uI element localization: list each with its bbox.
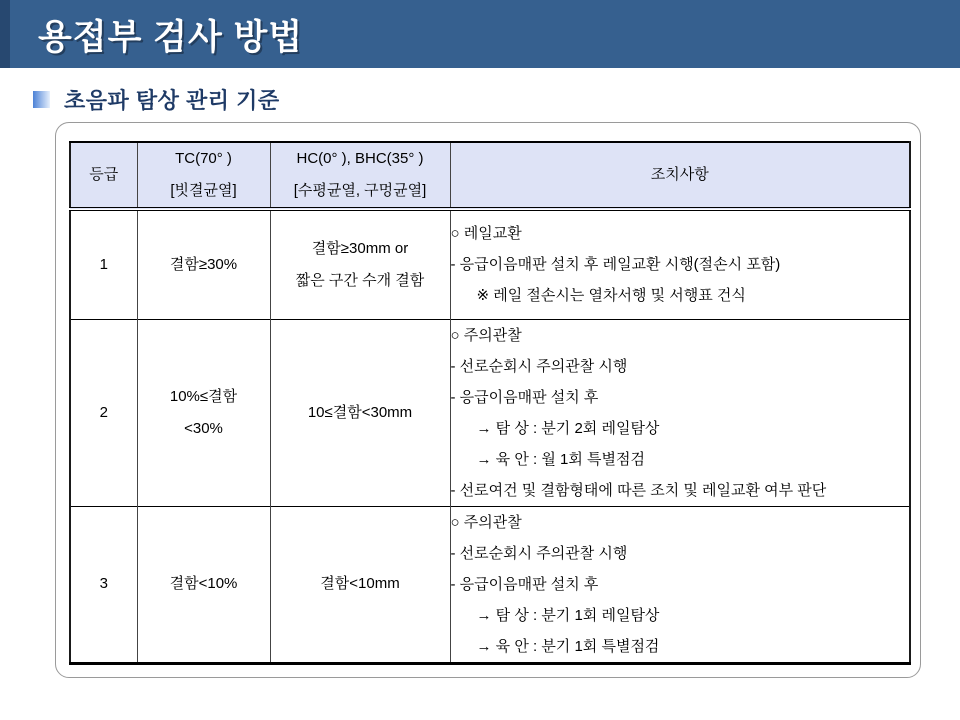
action-line: → 육 안 : 분기 1회 특별점검 (476, 637, 660, 655)
actions-cell (450, 209, 910, 319)
action-line: - 응급이음매판 설치 후 (450, 388, 599, 406)
grade-cell: 2 (99, 403, 108, 421)
action-line: - 선로순회시 주의관찰 시행 (450, 357, 628, 375)
actions-cell (450, 319, 910, 506)
col-header-hc (270, 142, 450, 209)
col-header-hc-line2: [수평균열, 구멍균열] (293, 182, 427, 199)
section-title: 초음파 탐상 관리 기준 (64, 88, 280, 113)
action-line: → 육 안 : 월 1회 특별점검 (476, 450, 645, 468)
action-line: ○ 레일교환 (450, 225, 522, 243)
col-header-tc-line2: [빗결균열] (170, 182, 237, 199)
tc-cell: 결함≥30% (137, 209, 270, 319)
action-line: → 탐 상 : 분기 2회 레일탐상 (476, 419, 660, 437)
col-header-hc-line1: HC(0° ), BHC(35° ) (296, 150, 424, 167)
tc-cell: 결함<10% (137, 506, 270, 663)
table-row-grade-2 (70, 319, 910, 506)
action-line: → 탐 상 : 분기 1회 레일탐상 (476, 606, 660, 624)
action-line: ○ 주의관찰 (450, 513, 522, 531)
grade-table (69, 141, 911, 665)
tc-cell (137, 319, 270, 506)
action-line: ※ 레일 절손시는 열차서행 및 서행표 건식 (476, 287, 746, 305)
action-line: - 응급이음매판 설치 후 레일교환 시행(절손시 포함) (450, 256, 781, 274)
action-line: - 선로여건 및 결함형태에 따른 조치 및 레일교환 여부 판단 (450, 481, 827, 499)
col-header-actions: 조치사항 (450, 142, 910, 209)
col-header-tc-line1: TC(70° ) (175, 150, 232, 167)
action-line: - 응급이음매판 설치 후 (450, 575, 599, 593)
action-line: - 선로순회시 주의관찰 시행 (450, 544, 628, 562)
col-header-grade: 등급 (70, 142, 137, 209)
col-header-tc (137, 142, 270, 209)
hc-cell (270, 209, 450, 319)
tc-line: <30% (184, 419, 223, 437)
section-header (33, 84, 280, 115)
table-row-grade-1 (70, 209, 910, 319)
hc-line: 짧은 구간 수개 결함 (295, 271, 425, 289)
actions-cell (450, 506, 910, 663)
action-line: ○ 주의관찰 (450, 326, 522, 344)
tc-line: 10%≤결함 (169, 387, 238, 405)
section-bullet-icon (33, 91, 50, 108)
table-header-row (70, 142, 910, 209)
hc-line: 결함≥30mm or (311, 239, 409, 257)
table-panel (55, 122, 921, 678)
grade-cell: 3 (99, 575, 108, 592)
grade-cell: 1 (99, 255, 108, 273)
title-bar-accent (0, 0, 10, 68)
table-row-grade-3 (70, 506, 910, 663)
hc-cell: 결함<10mm (270, 506, 450, 663)
hc-cell: 10≤결함<30mm (270, 319, 450, 506)
page-title: 용접부 검사 방법 (38, 18, 304, 57)
title-bar (0, 0, 960, 68)
